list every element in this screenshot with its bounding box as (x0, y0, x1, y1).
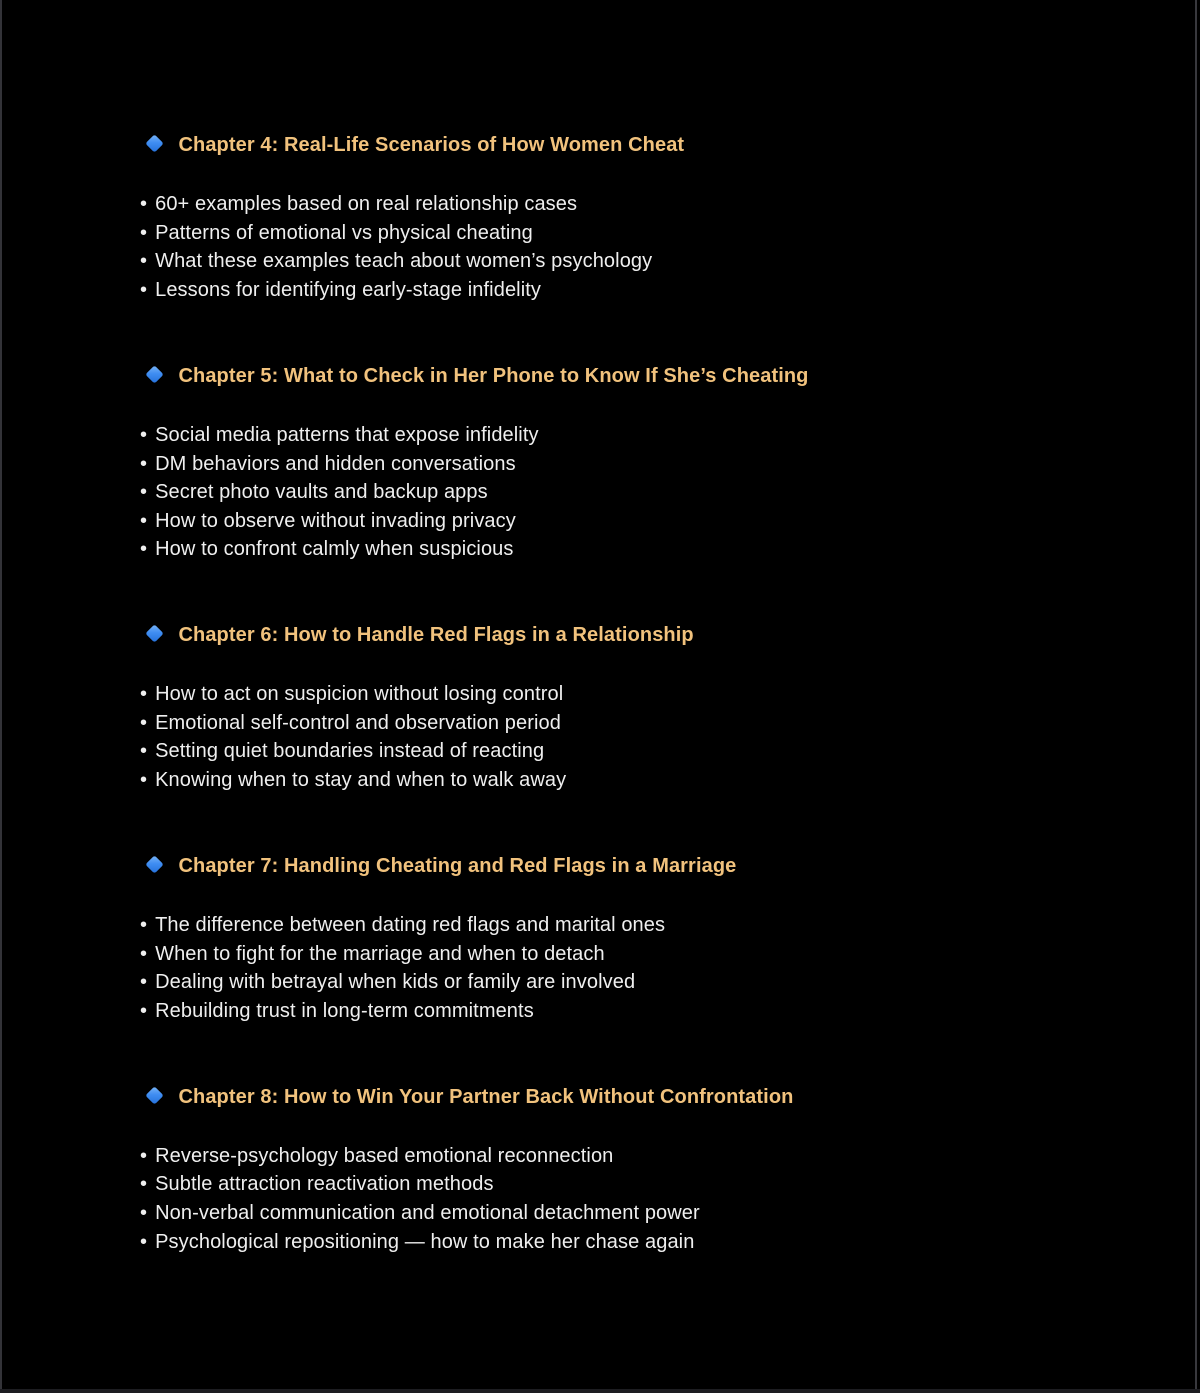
blue-diamond-icon (145, 855, 163, 873)
chapter-bullets (140, 421, 1160, 564)
bullet-item: • How to confront calmly when suspicious (140, 535, 1160, 564)
bullet-item: • DM behaviors and hidden conversations (140, 450, 1160, 479)
window-left-edge (0, 0, 2, 1393)
bullet-item: • Social media patterns that expose infidelity (140, 421, 1160, 450)
chapter-section (140, 1083, 1160, 1257)
chapter-section (140, 621, 1160, 795)
bullet-item: • How to observe without invading privacy (140, 507, 1160, 536)
bullet-item: • How to act on suspicion without losing control (140, 680, 1160, 709)
chapter-heading (140, 131, 1160, 162)
bullet-item: • 60+ examples based on real relationship cases (140, 190, 1160, 219)
bullet-item: • The difference between dating red flags and marital ones (140, 911, 1160, 940)
chapter-title: Chapter 7: Handling Cheating and Red Flags in a Marriage (178, 854, 737, 877)
chapter-heading (140, 621, 1160, 652)
blue-diamond-icon (145, 1086, 163, 1104)
bullet-item: • Reverse-psychology based emotional reconnection (140, 1142, 1160, 1171)
chapter-heading (140, 362, 1160, 393)
bullet-item: • Psychological repositioning — how to make her chase again (140, 1228, 1160, 1257)
window-bottom-edge (0, 1389, 1200, 1393)
chapter-heading (140, 1083, 1160, 1114)
bullet-item: • What these examples teach about women’s psychology (140, 247, 1160, 276)
bullet-item: • Patterns of emotional vs physical cheating (140, 219, 1160, 248)
chapter-title: Chapter 8: How to Win Your Partner Back Without Confrontation (178, 1085, 794, 1108)
chapter-section (140, 362, 1160, 564)
bullet-item: • Dealing with betrayal when kids or family are involved (140, 968, 1160, 997)
chapter-bullets (140, 911, 1160, 1025)
bullet-item: • Non-verbal communication and emotional detachment power (140, 1199, 1160, 1228)
blue-diamond-icon (145, 134, 163, 152)
chapter-bullets (140, 190, 1160, 304)
bullet-item: • Subtle attraction reactivation methods (140, 1170, 1160, 1199)
chapters-list (140, 131, 1160, 1256)
chapter-bullets (140, 680, 1160, 794)
chapter-title: Chapter 6: How to Handle Red Flags in a Relationship (178, 624, 694, 647)
bullet-item: • Knowing when to stay and when to walk away (140, 766, 1160, 795)
chapter-section (140, 852, 1160, 1026)
bullet-item: • Rebuilding trust in long-term commitments (140, 997, 1160, 1026)
chapter-title: Chapter 5: What to Check in Her Phone to Know If She’s Cheating (178, 364, 809, 387)
bullet-item: • Emotional self-control and observation period (140, 709, 1160, 738)
blue-diamond-icon (145, 624, 163, 642)
blue-diamond-icon (145, 365, 163, 383)
chapter-heading (140, 852, 1160, 883)
chapter-section (140, 131, 1160, 305)
bullet-item: • Secret photo vaults and backup apps (140, 478, 1160, 507)
bullet-item: • Setting quiet boundaries instead of reacting (140, 737, 1160, 766)
bullet-item: • Lessons for identifying early-stage infidelity (140, 276, 1160, 305)
chapter-bullets (140, 1142, 1160, 1256)
chapter-title: Chapter 4: Real-Life Scenarios of How Women Cheat (178, 134, 685, 156)
window-right-edge (1195, 0, 1197, 1393)
bullet-item: • When to fight for the marriage and when to detach (140, 940, 1160, 969)
